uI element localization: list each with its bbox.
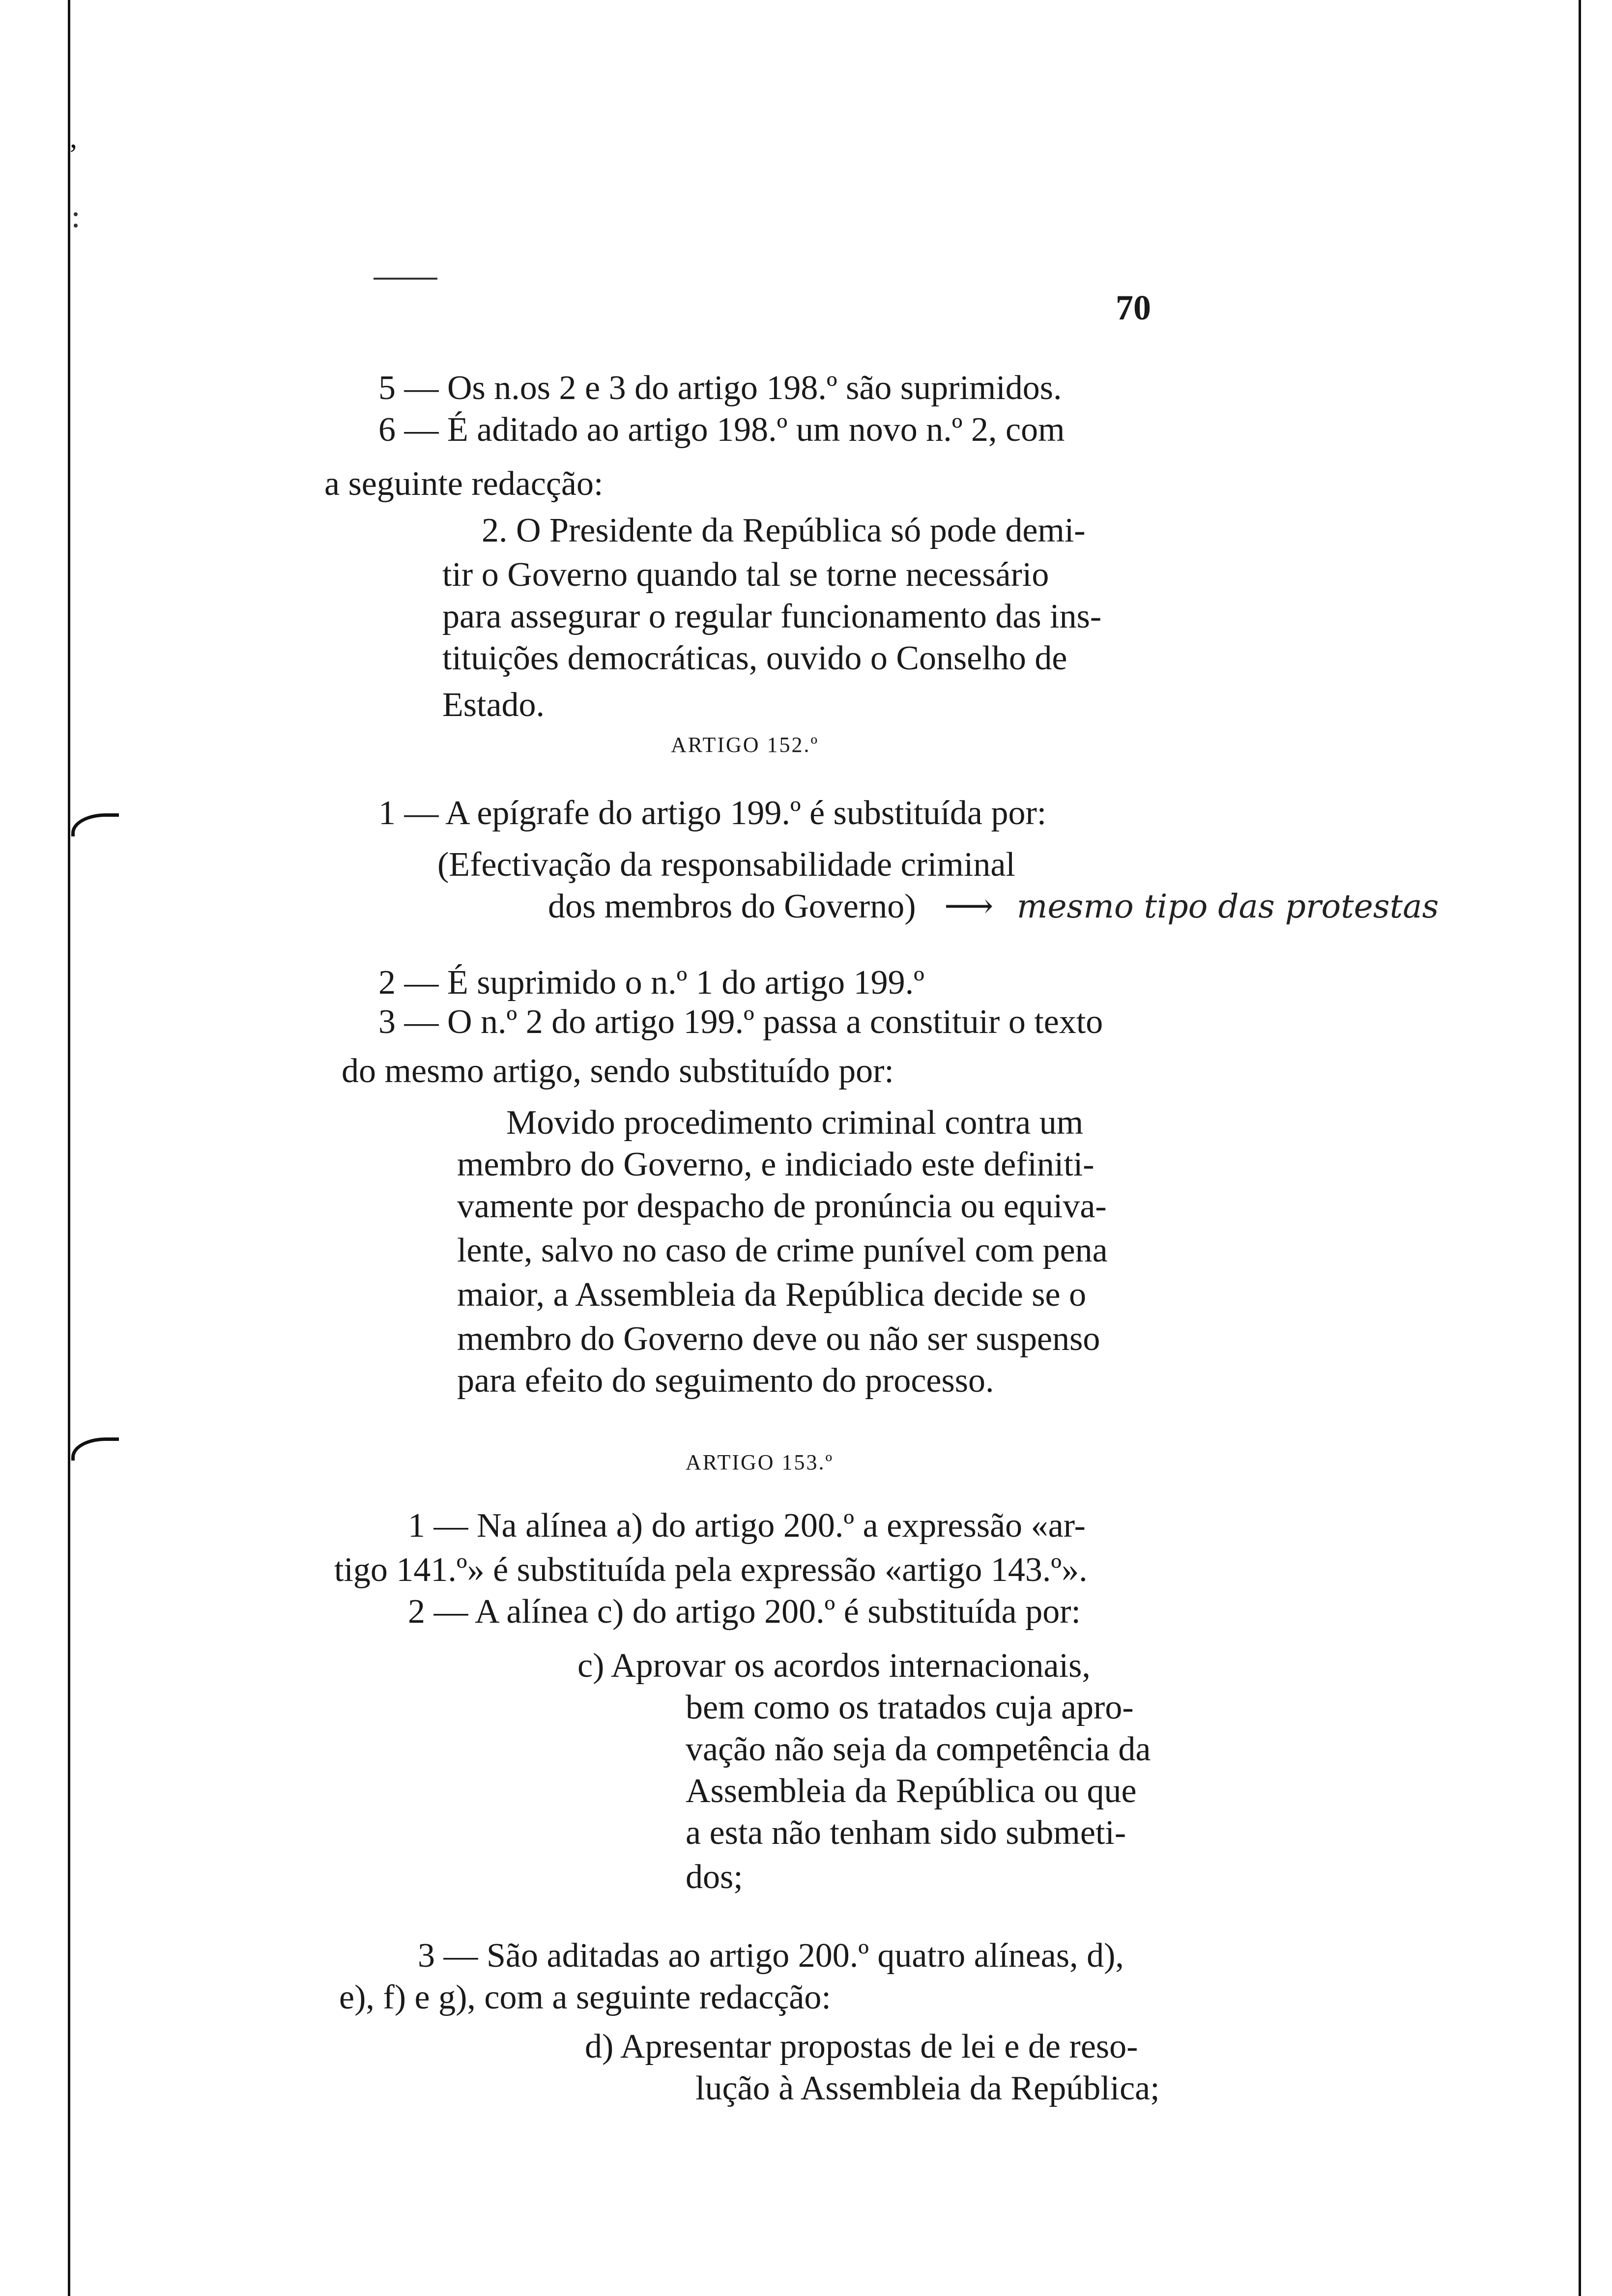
article-153-item-3-line-2: e), f) e g), com a seguinte redacção: [339, 1979, 831, 2016]
quote-line: para efeito do seguimento do processo. [457, 1362, 994, 1400]
quote-line: tir o Governo quando tal se torne necessário [442, 556, 1049, 594]
arrow-mark: ⟶ [944, 888, 994, 925]
section-heading: ARTIGO 153.º [686, 1450, 834, 1474]
scan-mark [74, 212, 78, 216]
alinea-c-line-1: c) Aprovar os acordos internacionais, [577, 1647, 1091, 1685]
article-153-item-1-line-2: tigo 141.º» é substituída pela expressão «artigo 143.º». [334, 1551, 1088, 1589]
page-number: 70 [1116, 288, 1151, 327]
quote-line: para assegurar o regular funcionamento das ins- [442, 598, 1102, 635]
alinea-c-line: dos; [686, 1858, 743, 1896]
epigraph-text: dos membros do Governo) [548, 888, 916, 925]
margin-bracket [71, 813, 119, 836]
paragraph-6-line-1: 6 — É aditado ao artigo 198.º um novo n.º 2, com [378, 411, 1065, 449]
paragraph-5: 5 — Os n.os 2 e 3 do artigo 198.º são suprimidos. [378, 369, 1062, 407]
margin-bracket [71, 1437, 119, 1461]
scan-mark [74, 224, 78, 228]
quote-line: tituições democráticas, ouvido o Conselho de [442, 639, 1067, 677]
article-152-item-3-line-2: do mesmo artigo, sendo substituído por: [342, 1052, 894, 1090]
quote-line: 2. O Presidente da República só pode demi- [482, 512, 1086, 549]
alinea-c-line: bem como os tratados cuja apro- [686, 1689, 1134, 1726]
epigraph-text: (Efectivação da responsabilidade criminal [437, 846, 1015, 884]
alinea-c-line: Assembleia da República ou que [686, 1772, 1137, 1810]
right-margin-line [1579, 0, 1581, 2296]
article-153-item-2: 2 — A alínea c) do artigo 200.º é substituída por: [408, 1593, 1081, 1631]
paragraph-6-line-2: a seguinte redacção: [324, 465, 604, 503]
article-153-item-3-line-1: 3 — São aditadas ao artigo 200.º quatro alíneas, d), [418, 1937, 1124, 1975]
quote-line: Estado. [442, 686, 545, 724]
quote-line: lente, salvo no caso de crime punível com pena [457, 1232, 1108, 1269]
article-152-item-1: 1 — A epígrafe do artigo 199.º é substituída por: [378, 794, 1047, 832]
alinea-c-line: a esta não tenham sido submeti- [686, 1814, 1126, 1852]
epigraph-line-1 [437, 843, 1015, 887]
scan-dash [374, 278, 437, 280]
scan-mark: , [70, 121, 77, 154]
alinea-d-line-2: lução à Assembleia da República; [695, 2069, 1160, 2107]
quote-line: vamente por despacho de pronúncia ou equiva- [457, 1187, 1107, 1225]
alinea-c-line: vação não seja da competência da [686, 1730, 1151, 1768]
alinea-d-line-1: d) Apresentar propostas de lei e de reso- [585, 2028, 1138, 2066]
article-153-item-1-line-1: 1 — Na alínea a) do artigo 200.º a expressão «ar- [408, 1507, 1086, 1545]
section-heading: ARTIGO 152.º [671, 733, 819, 757]
quote-line: maior, a Assembleia da República decide se o [457, 1276, 1087, 1314]
article-152-item-2: 2 — É suprimido o n.º 1 do artigo 199.º [378, 964, 924, 1002]
handwritten-note: mesmo tipo das protestas [1016, 888, 1439, 925]
epigraph-line-2 [548, 885, 1439, 929]
quote-line: membro do Governo, e indiciado este definiti- [457, 1146, 1094, 1183]
quote-line: membro do Governo deve ou não ser suspenso [457, 1320, 1100, 1358]
left-margin-line [68, 0, 70, 2296]
article-152-item-3-line-1: 3 — O n.º 2 do artigo 199.º passa a constituir o texto [378, 1003, 1103, 1041]
quote-line: Movido procedimento criminal contra um [506, 1104, 1084, 1142]
